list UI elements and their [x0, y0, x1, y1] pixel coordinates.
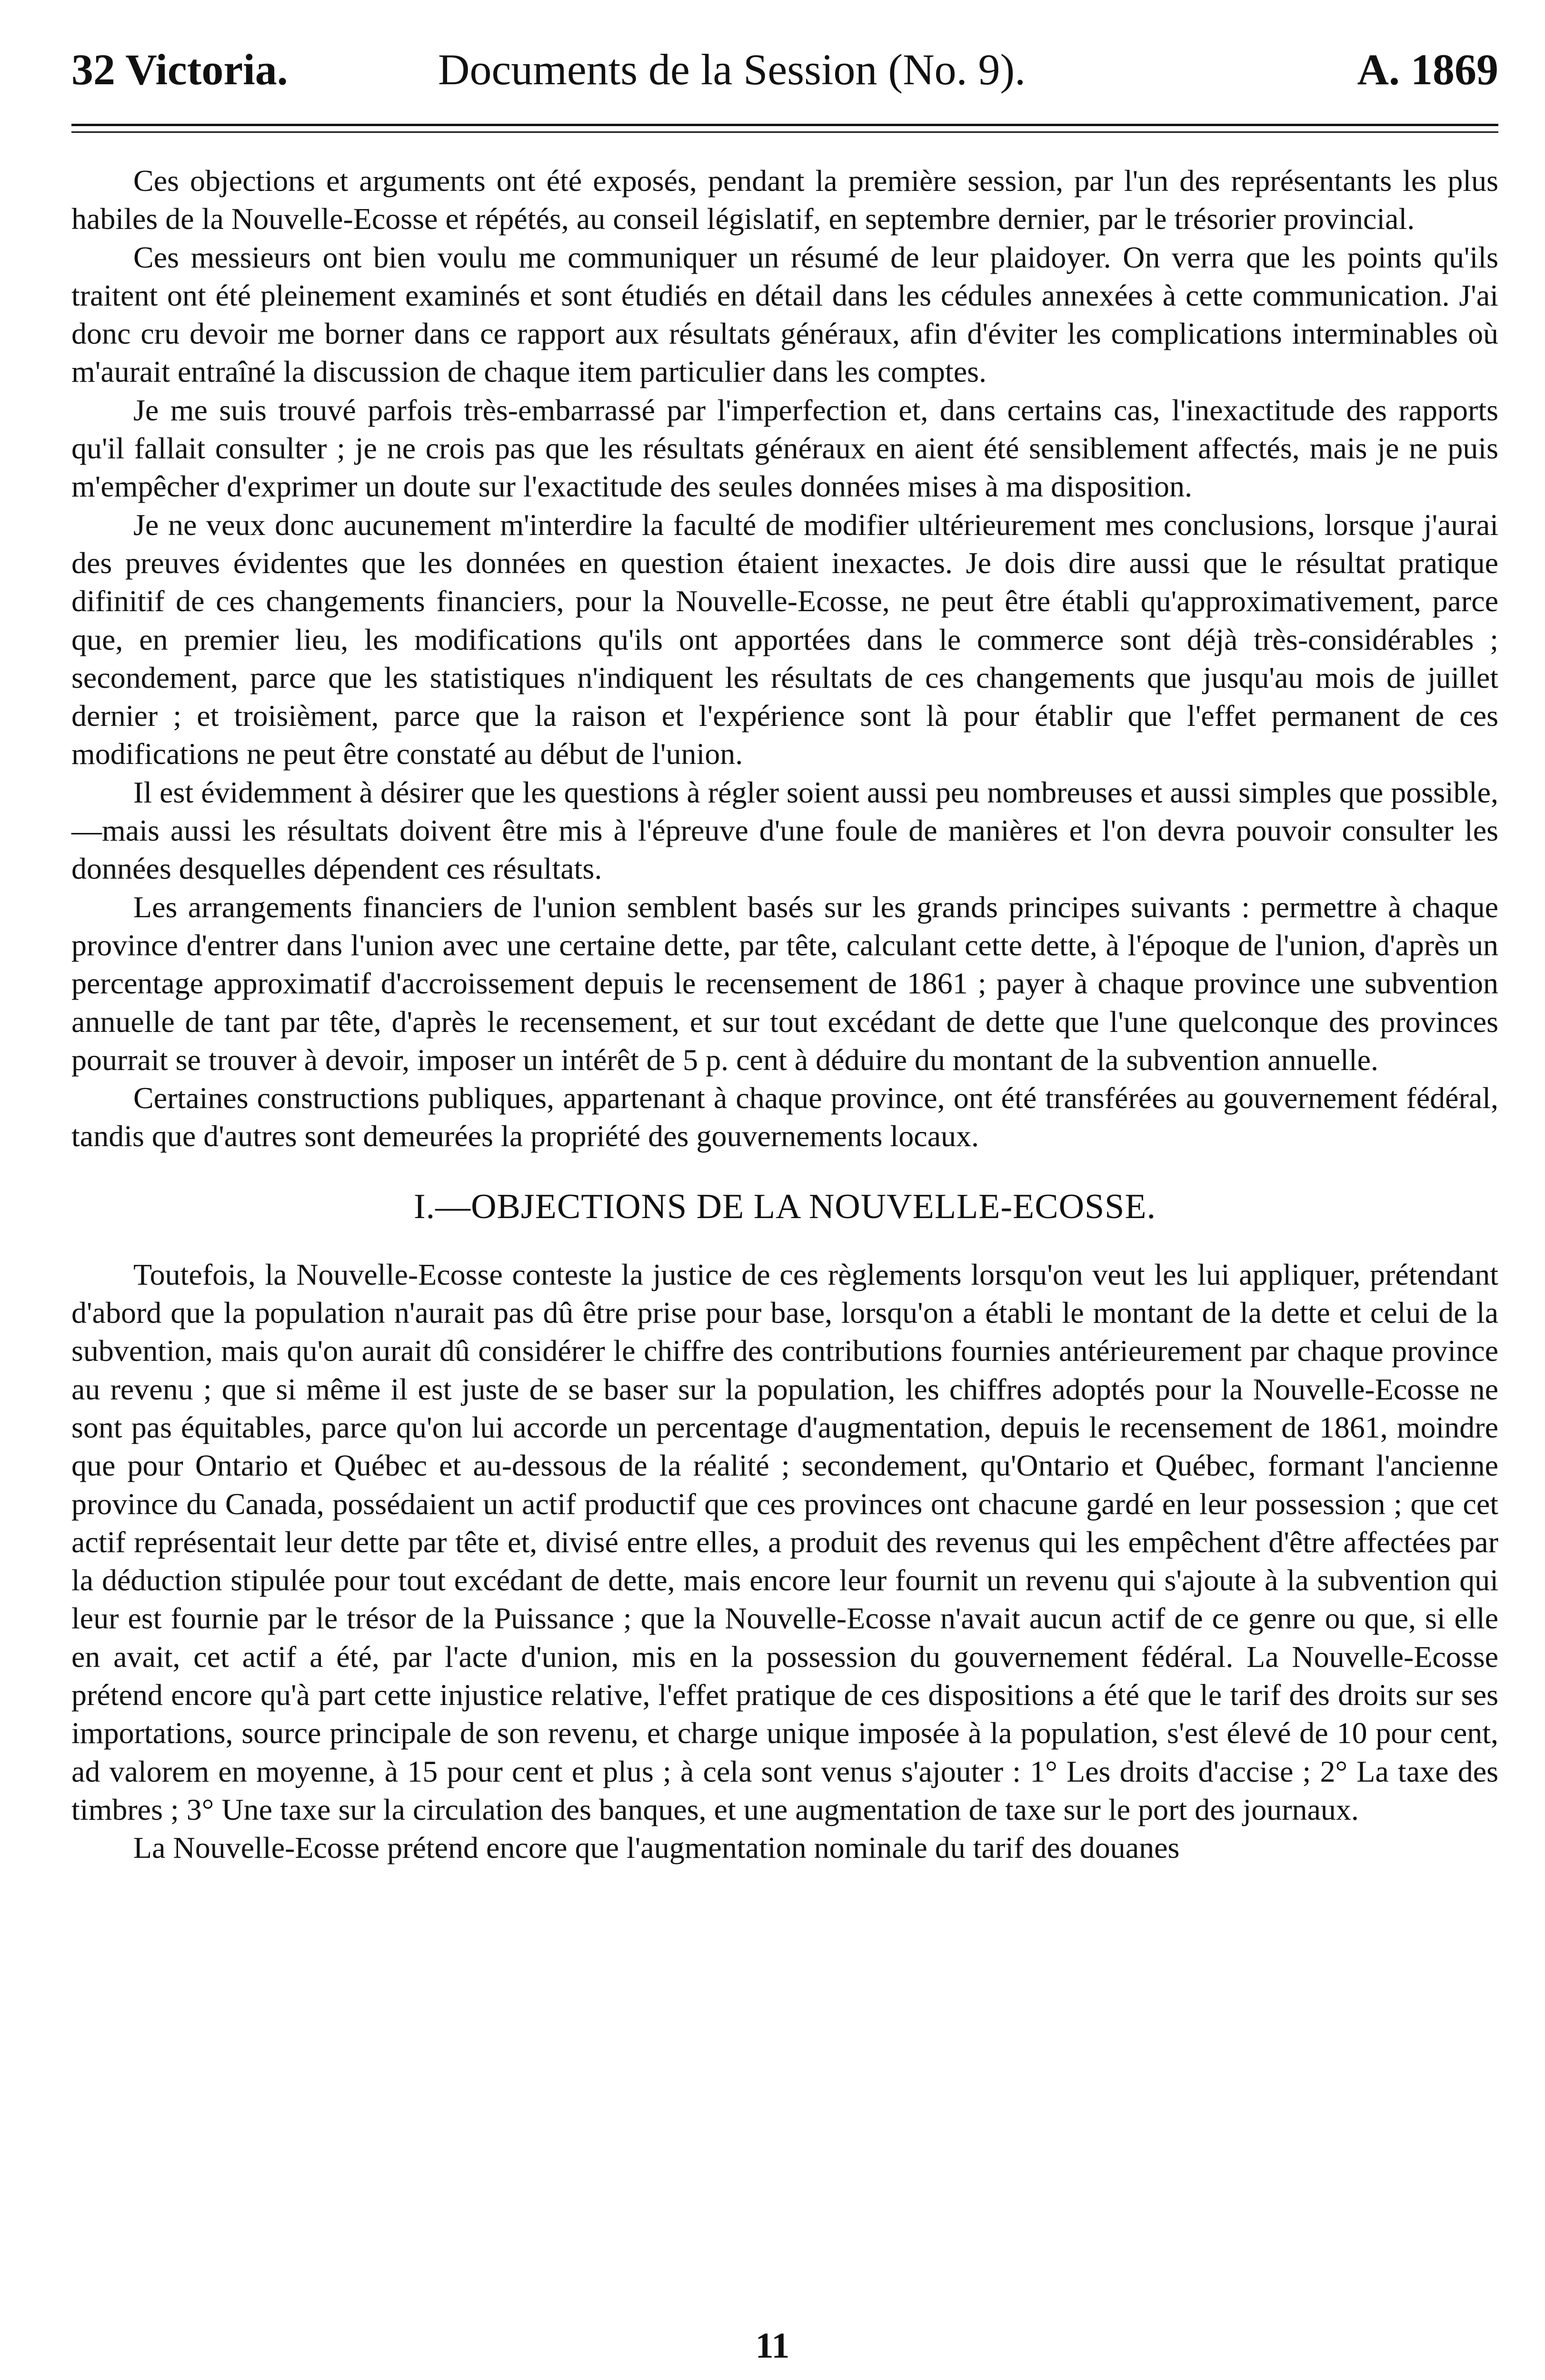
paragraph: Certaines constructions publiques, appartenant à chaque province, ont été transférées au gouvernement fédéral, tandis que d'autres sont demeurées la propriété des gouvernements locaux.: [71, 1081, 1498, 1153]
section-heading: I.—OBJECTIONS DE LA NOUVELLE-ECOSSE.: [413, 1187, 1156, 1226]
header-center-title: Documents de la Session (No. 9).: [438, 45, 1026, 94]
paragraph: Il est évidemment à désirer que les questions à régler soient aussi peu nombreuses et aussi simples que possible,—mais aussi les résultats doivent être mis à l'épreuve d'une foule de manières et l'on devra pouvoir consulter les données desquelles dépendent ces résultats.: [71, 775, 1498, 886]
paragraph: La Nouvelle-Ecosse prétend encore que l'augmentation nominale du tarif des douanes: [133, 1831, 1180, 1865]
paragraph: Ces messieurs ont bien voulu me communiquer un résumé de leur plaidoyer. On verra que les points qu'ils traitent ont été pleinement examinés et sont étudiés en détail dans les cédules annexées à cette communication. J'ai donc cru devoir me borner dans ce rapport aux résultats généraux, afin d'éviter les complications interminables où m'aurait entraîné la discussion de chaque item particulier dans les comptes.: [71, 240, 1498, 389]
header-rule-thin: [71, 131, 1498, 133]
header-left-regnal-year: 32 Victoria.: [71, 45, 288, 94]
paragraph: Je ne veux donc aucunement m'interdire la faculté de modifier ultérieurement mes conclusions, lorsque j'aurai des preuves évidentes que les données en question étaient inexactes. Je dois dire aussi que le résultat pratique difinitif de ces changements financiers, pour la Nouvelle-Ecosse, ne peut être établi qu'approximativement, parce que, en premier lieu, les modifications qu'ils ont apportées dans le commerce sont déjà très-considérables ; secondement, parce que les statistiques n'indiquent les résultats de ces changements que jusqu'au mois de juillet dernier ; et troisièment, parce que la raison et l'expérience sont là pour établir que l'effet permanent de ces modifications ne peut être constaté au début de l'union.: [71, 507, 1498, 771]
page-number: 11: [755, 2326, 790, 2366]
paragraph: Les arrangements financiers de l'union semblent basés sur les grands principes suivants : permettre à chaque province d'entrer dans l'union avec une certaine dette, par tête, calculant cette dette, à l'époque de l'union, d'après un percentage approximatif d'accroissement depuis le recensement de 1861 ; payer à chaque province une subvention annuelle de tant par tête, d'après le recensement, et sur tout excédant de dette que l'une quelconque des provinces pourrait se trouver à devoir, imposer un intérêt de 5 p. cent à déduire du montant de la subvention annuelle.: [71, 890, 1498, 1077]
header-rule-thick: [71, 124, 1498, 126]
header-double-rule: [71, 124, 1498, 143]
body-text: [71, 162, 1498, 1867]
paragraph: Ces objections et arguments ont été exposés, pendant la première session, par l'un des représentants les plus habiles de la Nouvelle-Ecosse et répétés, au conseil législatif, en septembre dernier, par le trésorier provincial.: [71, 164, 1498, 236]
paragraph: Je me suis trouvé parfois très-embarrassé par l'imperfection et, dans certains cas, l'inexactitude des rapports qu'il fallait consulter ; je ne crois pas que les résultats généraux en aient été sensiblement affectés, mais je ne puis m'empêcher d'exprimer un doute sur l'exactitude des seules données mises à ma disposition.: [71, 393, 1498, 504]
header-right-year: A. 1869: [1357, 45, 1498, 94]
running-header: [71, 43, 1498, 114]
paragraph: Toutefois, la Nouvelle-Ecosse conteste la justice de ces règlements lorsqu'on veut les lui appliquer, prétendant d'abord que la population n'aurait pas dû être prise pour base, lorsqu'on a établi le montant de la dette et celui de la subvention, mais qu'on aurait dû considérer le chiffre des contributions fournies antérieurement par chaque province au revenu ; que si même il est juste de se baser sur la population, les chiffres adoptés pour la Nouvelle-Ecosse ne sont pas équitables, parce qu'on lui accorde un percentage d'augmentation, depuis le recensement de 1861, moindre que pour Ontario et Québec et au-dessous de la réalité ; secondement, qu'Ontario et Québec, formant l'ancienne province du Canada, possédaient un actif productif que ces provinces ont chacune gardé en leur possession ; que cet actif représentait leur dette par tête et, divisé entre elles, a produit des revenus qui les empêchent d'être affectées par la déduction stipulée pour tout excédant de dette, mais encore leur fournit un revenu qui s'ajoute à la subvention qui leur est fournie par le trésor de la Puissance ; que la Nouvelle-Ecosse n'avait aucun actif de ce genre ou que, si elle en avait, cet actif a été, par l'acte d'union, mis en la possession du gouvernement fédéral. La Nouvelle-Ecosse prétend encore qu'à part cette injustice relative, l'effet pratique de ces dispositions a été que le tarif des droits sur ses importations, source principale de son revenu, et charge unique imposée à la population, s'est élevé de 10 pour cent, ad valorem en moyenne, à 15 pour cent et plus ; à cela sont venus s'ajouter : 1° Les droits d'accise ; 2° La taxe des timbres ; 3° Une taxe sur la circulation des banques, et une augmentation de taxe sur le port des journaux.: [71, 1257, 1498, 1826]
